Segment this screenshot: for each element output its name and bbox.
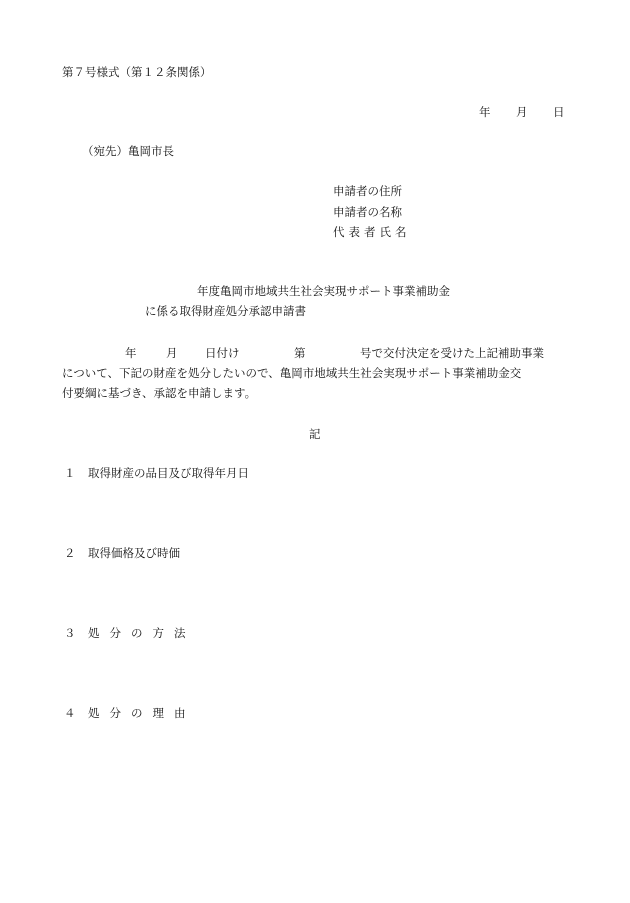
title-line-1: 年度亀岡市地域共生社会実現サポート事業補助金 — [197, 284, 450, 298]
item-text: 処分の理由 — [88, 706, 196, 720]
list-item — [64, 548, 180, 560]
item-number: ３ — [64, 626, 76, 640]
body-dai-label: 第 — [294, 346, 306, 360]
body-line-2: について、下記の財産を処分したいので、亀岡市地域共生社会実現サポート事業補助金交 — [62, 366, 522, 380]
form-number: 第７号様式（第１２条関係） — [62, 65, 212, 79]
title-line-2: に係る取得財産処分承認申請書 — [145, 304, 306, 318]
list-item — [64, 628, 196, 640]
date-month-label: 月 — [516, 105, 528, 119]
addressee: （宛先）亀岡市長 — [82, 144, 174, 158]
applicant-address-label: 申請者の住所 — [333, 184, 402, 198]
body-line-1-rest: 号で交付決定を受けた上記補助事業 — [360, 346, 544, 360]
item-number: ４ — [64, 706, 76, 720]
body-line-3: 付要綱に基づき、承認を申請します。 — [62, 386, 257, 400]
item-number: ２ — [64, 546, 76, 560]
ki-heading: 記 — [309, 427, 321, 441]
item-text: 取得財産の品目及び取得年月日 — [88, 466, 249, 480]
body-dated-label: 日付け — [205, 346, 240, 360]
date-year-label: 年 — [479, 105, 491, 119]
item-text: 処分の方法 — [88, 626, 196, 640]
applicant-representative-label: 代表者氏名 — [333, 225, 411, 239]
item-text: 取得価格及び時価 — [88, 546, 180, 560]
applicant-name-label: 申請者の名称 — [333, 205, 402, 219]
list-item — [64, 708, 196, 720]
body-year-label: 年 — [125, 346, 137, 360]
list-item — [64, 468, 249, 480]
item-number: １ — [64, 466, 76, 480]
body-month-label: 月 — [166, 346, 178, 360]
date-day-label: 日 — [553, 105, 565, 119]
